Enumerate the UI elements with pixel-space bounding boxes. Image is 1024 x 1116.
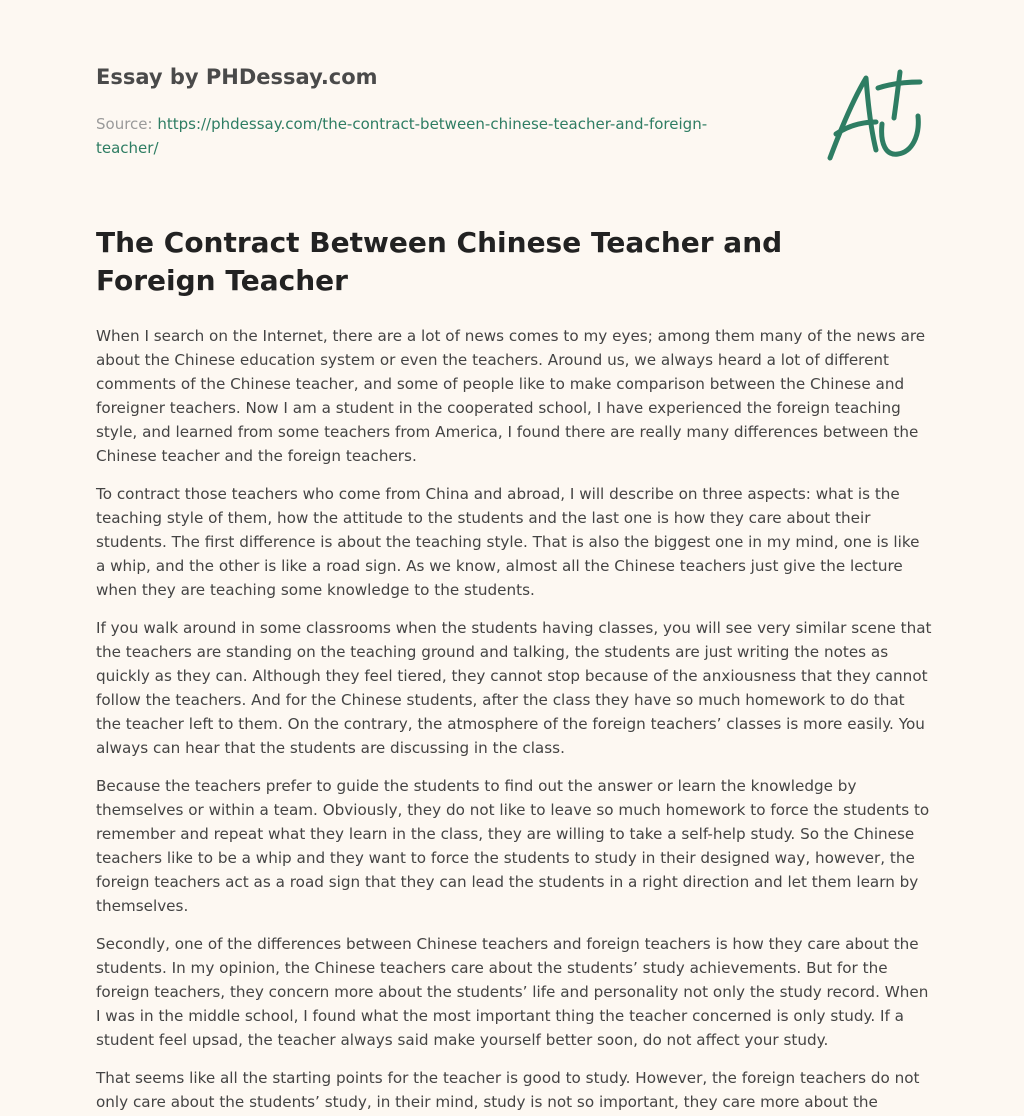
paragraph: That seems like all the starting points for the teacher is good to study. However, the foreign teachers do not only care about the students’ study, in their mind, study is not so important, they care more about the	[96, 1069, 920, 1111]
paragraph: When I search on the Internet, there are a lot of news comes to my eyes; among them many of the news are about the Chinese education system or even the teachers. Around us, we always heard a lot of different comments of the Chinese teacher, and some of people like to make comparison between the Chinese and foreigner teachers. Now I am a student in the cooperated school, I have experienced the foreign teaching style, and learned from some teachers from America, I found there are really many differences between the Chinese teacher and the foreign teachers.	[96, 327, 926, 465]
a-plus-icon	[822, 64, 932, 164]
site-brand: Essay by PHDessay.com	[96, 65, 378, 89]
paragraph: To contract those teachers who come from China and abroad, I will describe on three aspects: what is the teaching style of them, how the attitude to the students and the last one is how they care about their students. The first difference is about the teaching style. That is also the biggest one in my mind, one is like a whip, and the other is like a road sign. As we know, almost all the Chinese teachers just give the lecture when they are teaching some knowledge to the students.	[96, 485, 920, 599]
paragraph: Because the teachers prefer to guide the students to find out the answer or learn the knowledge by themselves or within a team. Obviously, they do not like to leave so much homework to force the students to remember and repeat what they learn in the class, they are willing to take a self-help study. So the Chinese teachers like to be a whip and they want to force the students to study in their designed way, however, the foreign teachers act as a road sign that they can lead the students in a right direction and let them learn by themselves.	[96, 777, 930, 915]
paragraph: If you walk around in some classrooms when the students having classes, you will see very similar scene that the teachers are standing on the teaching ground and talking, the students are just writing the notes as quickly as they can. Although they feel tiered, they cannot stop because of the anxiousness that they cannot follow the teachers. And for the Chinese students, after the class they have so much homework to do that the teacher left to them. On the contrary, the atmosphere of the foreign teachers’ classes is more easily. You always can hear that the students are discussing in the class.	[96, 619, 932, 757]
source-line	[96, 112, 756, 160]
source-link[interactable]: https://phdessay.com/the-contract-between-chinese-teacher-and-foreign-teacher/	[96, 115, 708, 157]
article-title: The Contract Between Chinese Teacher and Foreign Teacher	[96, 226, 783, 297]
header	[96, 62, 756, 160]
article-body	[96, 324, 932, 1116]
source-label: Source:	[96, 115, 158, 133]
paragraph: Secondly, one of the differences between Chinese teachers and foreign teachers is how they care about the students. In my opinion, the Chinese teachers care about the students’ study achievements. But for the foreign teachers, they concern more about the students’ life and personality not only the study record. When I was in the middle school, I found what the most important thing the teacher concerned is only study. If a student feel upsad, the teacher always said make yourself better soon, do not affect your study.	[96, 935, 929, 1049]
